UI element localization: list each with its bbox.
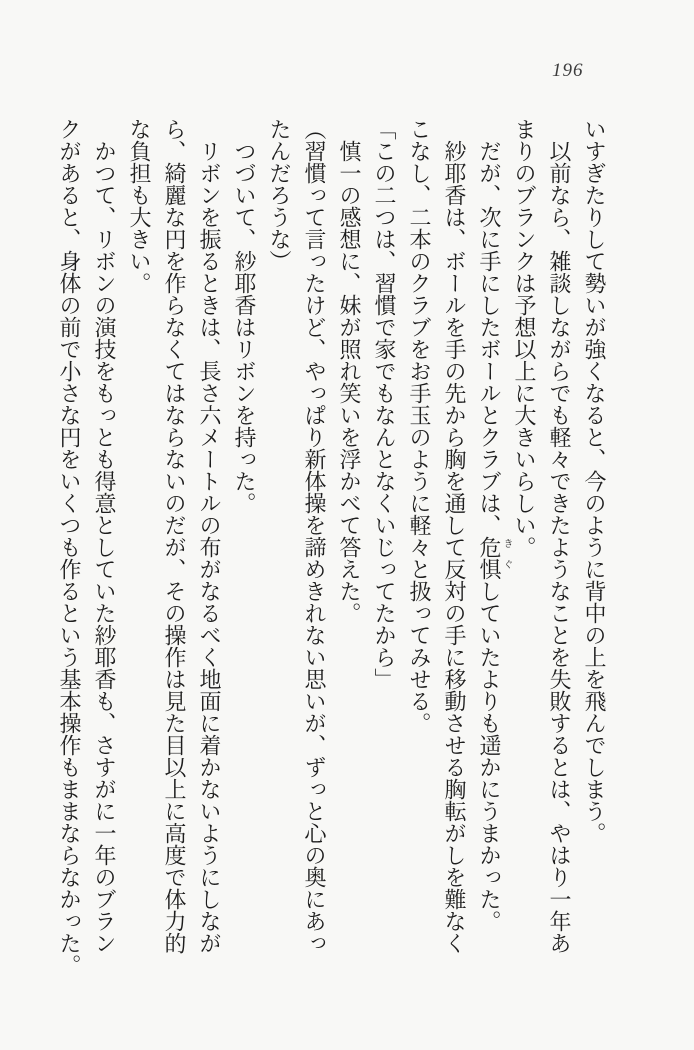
page-number: 196 [552, 60, 584, 81]
text-line: まりのブランクは予想以上に大きいらしい。 [512, 118, 537, 558]
text-line: こなし、二本のクラブをお手玉のように軽々と扱ってみせる。 [407, 118, 432, 734]
text-line: リボンを振るときは、長さ六メートルの布がなるべく地面に着かないようにしなが [197, 140, 222, 954]
text-line: 「この二つは、習慣で家でもなんとなくいじってたから」 [372, 118, 397, 690]
text-line: たんだろうな） [267, 118, 292, 272]
furigana-annotation: きぐ [501, 538, 512, 580]
text-block [52, 118, 612, 980]
text-line: ら、綺麗な円を作らなくてはならないのだが、その操作は見た目以上に高度で体力的 [162, 118, 187, 954]
text-line: いすぎたりして勢いが強くなると、今のように背中の上を飛んでしまう。 [582, 118, 607, 844]
text-line: クがあると、身体の前で小さな円をいくつも作るという基本操作もままならなかった。 [57, 118, 82, 976]
text-line: 以前なら、雑談しながらでも軽々できたようなことを失敗するとは、やはり一年あ [547, 140, 572, 954]
text-line: 紗耶香は、ボールを手の先から胸を通して反対の手に移動させる胸転がしを難なく [442, 140, 467, 954]
text-line: かつて、リボンの演技をもっとも得意としていた紗耶香も、さすがに一年のブラン [92, 140, 117, 954]
text-line: な負担も大きい。 [127, 118, 152, 294]
text-line: 慎一の感想に、妹が照れ笑いを浮かべて答えた。 [337, 140, 362, 624]
text-line: （習慣って言ったけど、やっぱり新体操を諦めきれない思いが、ずっと心の奥にあっ [302, 118, 327, 954]
text-line: だが、次に手にしたボールとクラブは、危惧していたよりも遥かにうまかった。 [477, 140, 502, 932]
text-line: つづいて、紗耶香はリボンを持った。 [232, 140, 257, 514]
